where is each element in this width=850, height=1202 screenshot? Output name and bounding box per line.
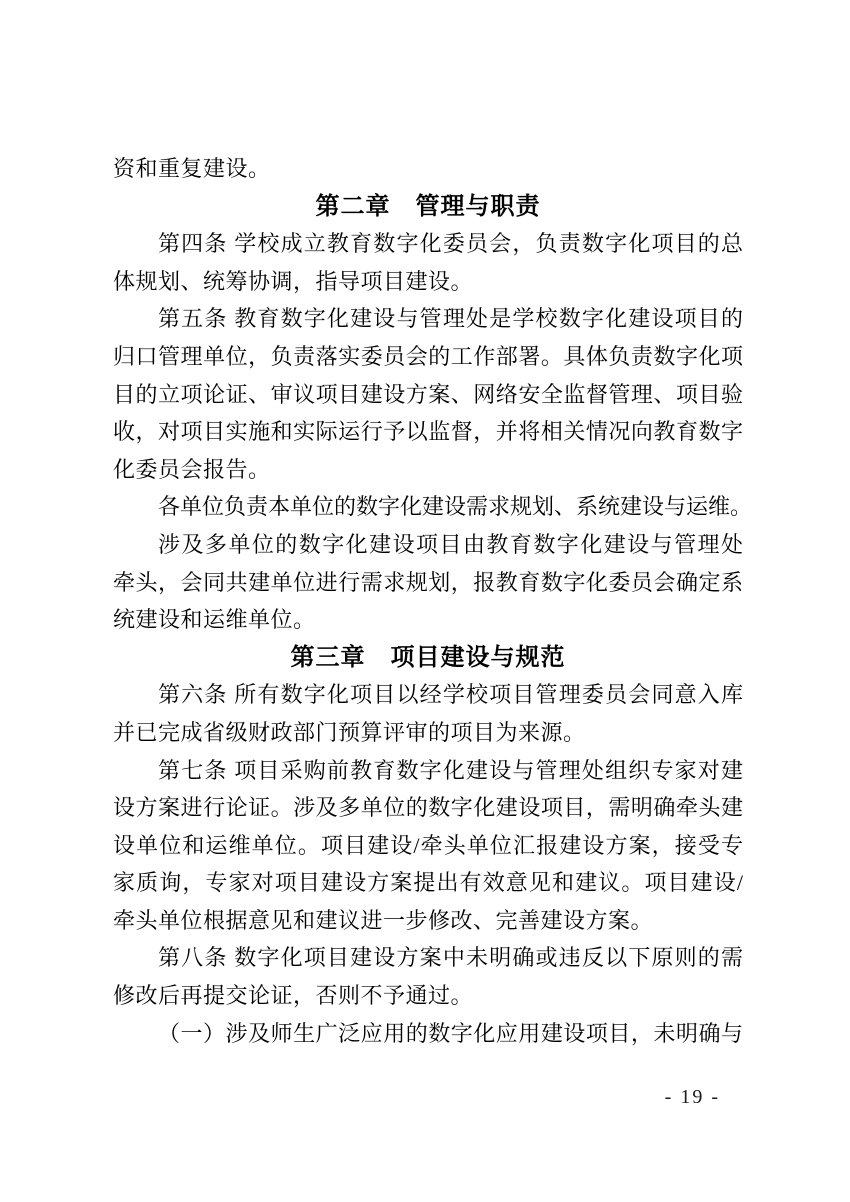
document-line: 修改后再提交论证，否则不予通过。 — [113, 983, 474, 1009]
document-line: 牵头单位根据意见和建议进一步修改、完善建设方案。 — [113, 907, 654, 933]
page-number: - 19 - — [664, 1086, 720, 1108]
document-line: 第二章 管理与职责 — [315, 192, 541, 220]
document-line: 体规划、统筹协调，指导项目建设。 — [113, 268, 474, 294]
document-line: 目的立项论证、审议项目建设方案、网络安全监督管理、项目验 — [113, 381, 743, 407]
document-line: 设方案进行论证。涉及多单位的数字化建设项目，需明确牵头建 — [113, 795, 743, 821]
document-line: 统建设和运维单位。 — [113, 607, 316, 633]
document-line: 家质询，专家对项目建设方案提出有效意见和建议。项目建设/ — [113, 870, 743, 896]
document-line: 第四条 学校成立教育数字化委员会，负责数字化项目的总 — [158, 231, 743, 257]
document-line: 第三章 项目建设与规范 — [290, 643, 566, 671]
document-line: 资和重复建设。 — [113, 156, 271, 181]
document-body — [113, 150, 753, 1052]
document-line: 化委员会报告。 — [113, 456, 271, 482]
document-line: 设单位和运维单位。项目建设/牵头单位汇报建设方案，接受专 — [113, 832, 743, 858]
document-line: 收，对项目实施和实际运行予以监督，并将相关情况向教育数字 — [113, 419, 743, 445]
document-line: 涉及多单位的数字化建设项目由教育数字化建设与管理处 — [158, 531, 743, 557]
document-line: 归口管理单位，负责落实委员会的工作部署。具体负责数字化项 — [113, 343, 743, 369]
document-line: 各单位负责本单位的数字化建设需求规划、系统建设与运维。 — [158, 494, 753, 520]
document-line: 第八条 数字化项目建设方案中未明确或违反以下原则的需 — [158, 945, 743, 971]
document-line: 第七条 项目采购前教育数字化建设与管理处组织专家对建 — [158, 757, 743, 783]
document-line: （一）涉及师生广泛应用的数字化应用建设项目，未明确与 — [158, 1020, 743, 1046]
document-line: 并已完成省级财政部门预算评审的项目为来源。 — [113, 719, 586, 745]
document-line: 牵头，会同共建单位进行需求规划，报教育数字化委员会确定系 — [113, 569, 743, 595]
document-line: 第五条 教育数字化建设与管理处是学校数字化建设项目的 — [158, 306, 743, 332]
document-line: 第六条 所有数字化项目以经学校项目管理委员会同意入库 — [158, 682, 743, 708]
